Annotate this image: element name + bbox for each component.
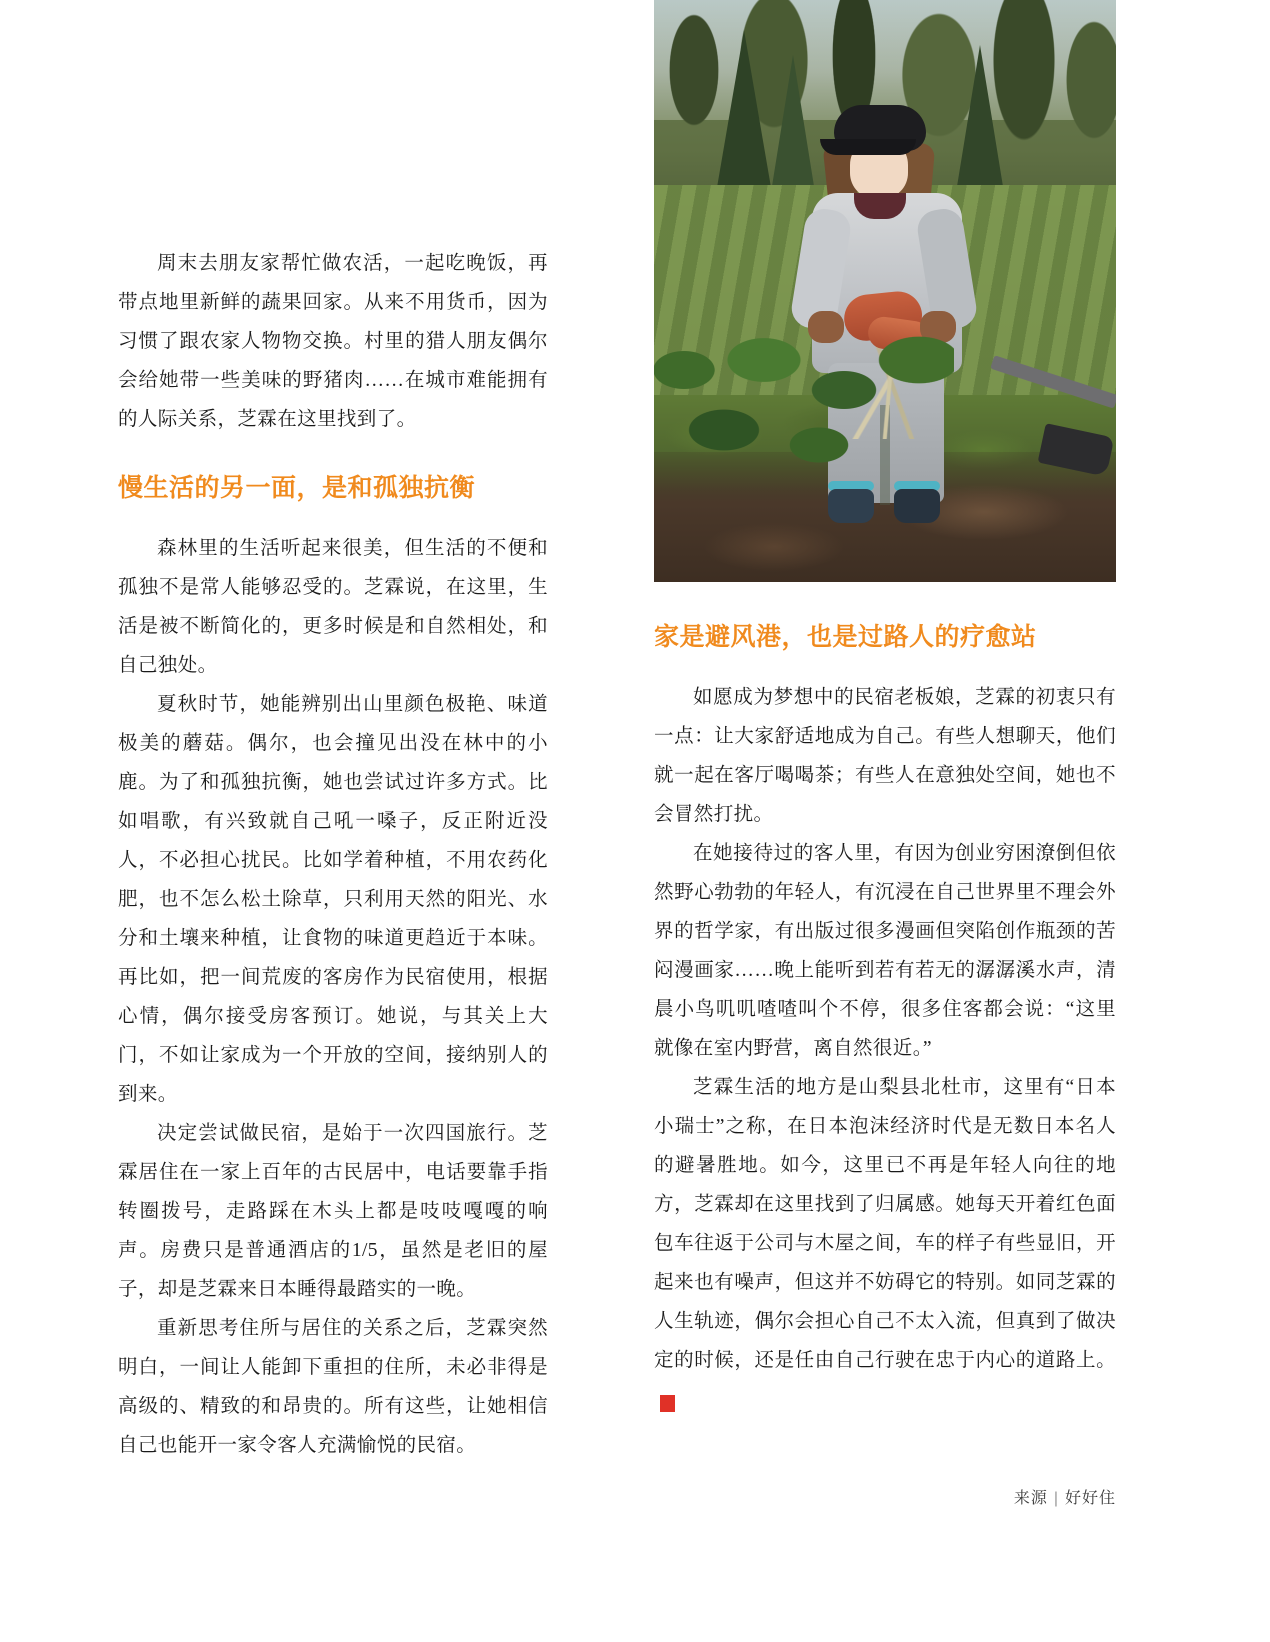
photo-conifer-icon [714,30,774,205]
paragraph: 夏秋时节，她能辨别出山里颜色极艳、味道极美的蘑菇。偶尔，也会撞见出没在林中的小鹿。为了和孤独抗衡，她也尝试过许多方式。比如唱歌，有兴致就自己吼一嗓子，反正附近没人，不必担心扰民。比如学着种植，不用农药化肥，也不怎么松土除草，只利用天然的阳光、水分和土壤来种植，让食物的味道更趋近于本味。再比如，把一间荒废的客房作为民宿使用，根据心情，偶尔接受房客预订。她说，与其关上大门，不如让家成为一个开放的空间，接纳别人的到来。 [118,694,548,1105]
left-column [118,244,548,1465]
photo-illustration [654,0,1116,582]
paragraph: 在她接待过的客人里，有因为创业穷困潦倒但依然野心勃勃的年轻人，有沉浸在自己世界里不理会外界的哲学家，有出版过很多漫画但突陷创作瓶颈的苦闷漫画家……晚上能听到若有若无的潺潺溪水声，清晨小鸟叽叽喳喳叫个不停，很多住客都会说：“这里就像在室内野营，离自然很近。” [654,843,1116,1059]
source-name: 好好住 [1064,1490,1116,1507]
source-footer [1014,1485,1116,1508]
section-heading-slow-life: 慢生活的另一面，是和孤独抗衡 [118,474,476,502]
source-label: 来源 [1013,1490,1048,1507]
source-divider: | [1053,1490,1059,1507]
right-column [654,620,1116,1419]
paragraph: 决定尝试做民宿，是始于一次四国旅行。芝霖居住在一家上百年的古民居中，电话要靠手指转圈拨号，走路踩在木头上都是吱吱嘎嘎的响声。房费只是普通酒店的1/5，虽然是老旧的屋子，却是芝霖来日本睡得最踏实的一晚。 [118,1123,548,1300]
paragraph: 森林里的生活听起来很美，但生活的不便和孤独不是常人能够忍受的。芝霖说，在这里，生活是被不断简化的，更多时候是和自然相处，和自己独处。 [118,538,548,676]
paragraph-text: 芝霖生活的地方是山梨县北杜市，这里有“日本小瑞士”之称，在日本泡沫经济时代是无数日本名人的避暑胜地。如今，这里已不再是年轻人向往的地方，芝霖却在这里找到了归属感。她每天开着红色面包车往返于公司与木屋之间，车的样子有些显旧，开起来也有噪声，但这并不妨碍它的特别。如同芝霖的人生轨迹，偶尔会担心自己不太入流，但真到了做决定的时候，还是任由自己行驶在忠于内心的道路上。 [654,1077,1116,1371]
paragraph: 周末去朋友家帮忙做农活，一起吃晚饭，再带点地里新鲜的蔬果回家。从来不用货币，因为习惯了跟农家人物物交换。村里的猎人朋友偶尔会给她带一些美味的野猪肉……在城市难能拥有的人际关系，芝霖在这里找到了。 [118,253,548,430]
paragraph: 如愿成为梦想中的民宿老板娘，芝霖的初衷只有一点：让大家舒适地成为自己。有些人想聊天，他们就一起在客厅喝喝茶；有些人在意独处空间，她也不会冒然打扰。 [654,687,1116,825]
photo-boot-right [894,489,940,523]
paragraph-last [654,1068,1116,1419]
section-heading-home-harbor: 家是避风港，也是过路人的疗愈站 [654,623,1037,651]
photo-foreground-leaves [654,330,954,480]
article-photo [654,0,1116,582]
photo-hat-brim [820,139,916,155]
end-mark: s [660,1395,675,1412]
photo-boot-left [828,489,874,523]
paragraph: 重新思考住所与居住的关系之后，芝霖突然明白，一间让人能卸下重担的住所，未必非得是高级的、精致的和昂贵的。所有这些，让她相信自己也能开一家令客人充满愉悦的民宿。 [118,1318,548,1456]
